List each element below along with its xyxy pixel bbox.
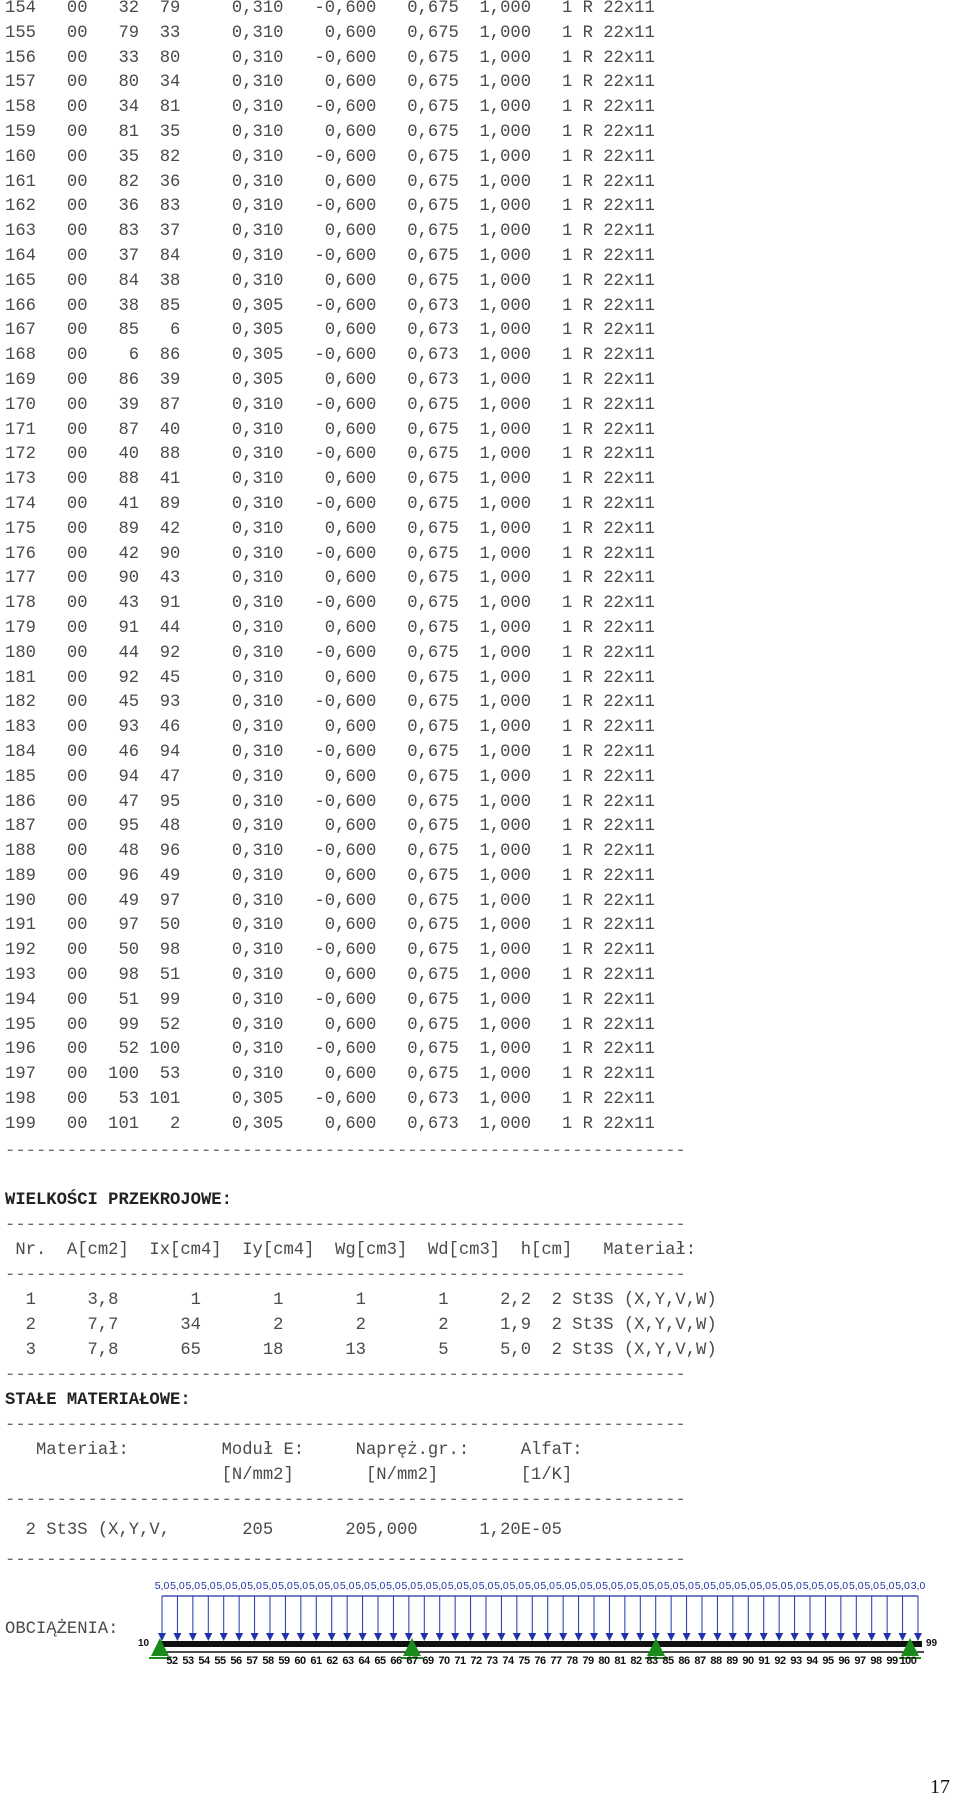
bar-row: 160 00 35 82 0,310 -0,600 0,675 1,000 1 R 22x11 (5, 147, 655, 167)
przekroje-row: 2 7,7 34 2 2 2 1,9 2 St3S (X,Y,V,W) (5, 1316, 717, 1335)
load-value-label: 5,0 (154, 1580, 170, 1592)
load-value-label: 5,0 (478, 1580, 494, 1592)
load-value-label: 5,0 (324, 1580, 340, 1592)
separator-line: ------------------------------------------------------------------ (5, 1491, 686, 1510)
bar-row: 185 00 94 47 0,310 0,600 0,675 1,000 1 R 22x11 (5, 767, 655, 787)
load-arrow-head (544, 1633, 552, 1641)
load-value-label: 5,0 (463, 1580, 478, 1592)
bar-row: 158 00 34 81 0,310 -0,600 0,675 1,000 1 R 22x11 (5, 98, 655, 118)
load-value-label: 5,0 (895, 1580, 910, 1592)
load-arrow-head (420, 1633, 428, 1641)
node-label: 89 (726, 1655, 738, 1667)
load-value-label: 5,0 (740, 1580, 756, 1592)
load-value-label: 3,0 (910, 1580, 926, 1592)
section-title-materialy: STAŁE MATERIAŁOWE: (5, 1391, 191, 1410)
load-value-label: 5,0 (679, 1580, 694, 1592)
bar-row: 161 00 82 36 0,310 0,600 0,675 1,000 1 R 22x11 (5, 172, 655, 192)
bar-row: 187 00 95 48 0,310 0,600 0,675 1,000 1 R 22x11 (5, 817, 655, 837)
load-value-label: 5,0 (185, 1580, 201, 1592)
load-arrow-head (467, 1633, 475, 1641)
load-value-label: 5,0 (663, 1580, 679, 1592)
load-value-label: 5,0 (416, 1580, 432, 1592)
bar-row: 180 00 44 92 0,310 -0,600 0,675 1,000 1 R 22x11 (5, 643, 655, 663)
load-value-label: 5,0 (879, 1580, 895, 1592)
bar-row: 188 00 48 96 0,310 -0,600 0,675 1,000 1 R 22x11 (5, 842, 655, 862)
node-label: 53 (182, 1655, 194, 1667)
bar-row: 165 00 84 38 0,310 0,600 0,675 1,000 1 R 22x11 (5, 271, 655, 291)
node-label: 62 (326, 1655, 338, 1667)
bar-row: 199 00 101 2 0,305 0,600 0,673 1,000 1 R 22x11 (5, 1114, 655, 1134)
bar-row: 154 00 32 79 0,310 -0,600 0,675 1,000 1 R 22x11 (5, 0, 655, 18)
node-label: 99 (886, 1655, 898, 1667)
node-label: 65 (374, 1655, 386, 1667)
load-value-label: 5,0 (401, 1580, 417, 1592)
load-diagram (138, 1572, 960, 1682)
load-arrow-head (389, 1633, 397, 1641)
node-label: 64 (358, 1655, 370, 1667)
load-arrow-head (359, 1633, 367, 1641)
load-value-label: 5,0 (200, 1580, 216, 1592)
bar-row: 178 00 43 91 0,310 -0,600 0,675 1,000 1 R 22x11 (5, 594, 655, 614)
load-value-label: 5,0 (216, 1580, 232, 1592)
node-label: 90 (742, 1655, 754, 1667)
load-value-label: 5,0 (339, 1580, 355, 1592)
node-label: 94 (806, 1655, 818, 1667)
bar-row: 177 00 90 43 0,310 0,600 0,675 1,000 1 R 22x11 (5, 569, 655, 589)
node-label: 59 (278, 1655, 290, 1667)
load-arrow-head (173, 1633, 181, 1641)
load-arrow-head (791, 1633, 799, 1641)
bar-row: 166 00 38 85 0,305 -0,600 0,673 1,000 1 R 22x11 (5, 296, 655, 316)
node-label: 60 (294, 1655, 306, 1667)
przekroje-row: 1 3,8 1 1 1 1 2,2 2 St3S (X,Y,V,W) (5, 1291, 717, 1310)
node-label: 88 (710, 1655, 722, 1667)
node-label: 63 (342, 1655, 354, 1667)
node-label: 55 (214, 1655, 226, 1667)
node-label: 100 (899, 1655, 917, 1667)
section-title-przekroje: WIELKOŚCI PRZEKROJOWE: (5, 1191, 232, 1210)
load-value-label: 5,0 (694, 1580, 710, 1592)
load-arrow-head (621, 1633, 629, 1641)
load-value-label: 5,0 (802, 1580, 818, 1592)
node-label: 96 (838, 1655, 850, 1667)
node-label: 87 (694, 1655, 706, 1667)
bar-row: 183 00 93 46 0,310 0,600 0,675 1,000 1 R 22x11 (5, 718, 655, 738)
left-node-label: 10 (138, 1638, 150, 1649)
load-arrow-head (513, 1633, 521, 1641)
load-arrow-head (667, 1633, 675, 1641)
separator-line: ------------------------------------------------------------------ (5, 1142, 686, 1161)
bar-row: 198 00 53 101 0,305 -0,600 0,673 1,000 1 R 22x11 (5, 1090, 655, 1110)
load-arrow-head (575, 1633, 583, 1641)
load-value-label: 5,0 (602, 1580, 617, 1592)
node-label: 95 (822, 1655, 834, 1667)
load-arrow-head (837, 1633, 845, 1641)
node-label: 80 (598, 1655, 610, 1667)
separator-line: ------------------------------------------------------------------ (5, 1266, 686, 1285)
przekroje-row: 3 7,8 65 18 13 5 5,0 2 St3S (X,Y,V,W) (5, 1341, 717, 1360)
materialy-header-units: [N/mm2] [N/mm2] [1/K] (5, 1466, 573, 1485)
node-label: 73 (486, 1655, 498, 1667)
load-arrow-head (251, 1633, 259, 1641)
bar-data-table (5, 0, 655, 1138)
load-arrow-head (528, 1633, 536, 1641)
load-value-label: 5,0 (447, 1580, 463, 1592)
page-number: 17 (930, 1776, 950, 1798)
node-label: 77 (550, 1655, 562, 1667)
load-arrow-head (266, 1633, 274, 1641)
load-arrow-head (775, 1633, 783, 1641)
load-value-label: 5,0 (509, 1580, 525, 1592)
load-arrow-head (204, 1633, 212, 1641)
load-arrow-head (744, 1633, 752, 1641)
load-value-label: 5,0 (833, 1580, 849, 1592)
load-arrow-head (343, 1633, 351, 1641)
separator-line: ------------------------------------------------------------------ (5, 1216, 686, 1235)
node-label: 97 (854, 1655, 866, 1667)
load-arrow-head (436, 1633, 444, 1641)
load-arrow-head (760, 1633, 768, 1641)
bar-row: 192 00 50 98 0,310 -0,600 0,675 1,000 1 R 22x11 (5, 941, 655, 961)
przekroje-header: Nr. A[cm2] Ix[cm4] Iy[cm4] Wg[cm3] Wd[cm3] h[cm] Materiał: (5, 1241, 697, 1260)
node-label: 98 (870, 1655, 882, 1667)
load-value-label: 5,0 (710, 1580, 725, 1592)
node-label: 86 (678, 1655, 690, 1667)
bar-row: 193 00 98 51 0,310 0,600 0,675 1,000 1 R 22x11 (5, 966, 655, 986)
bar-row: 156 00 33 80 0,310 -0,600 0,675 1,000 1 R 22x11 (5, 48, 655, 68)
bar-row: 155 00 79 33 0,310 0,600 0,675 1,000 1 R 22x11 (5, 23, 655, 43)
node-label: 70 (438, 1655, 450, 1667)
node-label: 83 (646, 1655, 658, 1667)
node-label: 58 (262, 1655, 274, 1667)
load-value-label: 5,0 (617, 1580, 633, 1592)
node-label: 85 (662, 1655, 674, 1667)
bar-row: 184 00 46 94 0,310 -0,600 0,675 1,000 1 R 22x11 (5, 742, 655, 762)
bar-row: 179 00 91 44 0,310 0,600 0,675 1,000 1 R 22x11 (5, 618, 655, 638)
load-value-label: 5,0 (231, 1580, 247, 1592)
load-value-label: 5,0 (494, 1580, 509, 1592)
load-arrow-head (559, 1633, 567, 1641)
bar-row: 173 00 88 41 0,310 0,600 0,675 1,000 1 R 22x11 (5, 470, 655, 490)
load-arrow-head (713, 1633, 721, 1641)
load-value-label: 5,0 (355, 1580, 370, 1592)
load-value-label: 5,0 (524, 1580, 540, 1592)
materialy-row: 2 St3S (X,Y,V, 205 205,000 1,20E-05 (5, 1521, 562, 1540)
bar-row: 191 00 97 50 0,310 0,600 0,675 1,000 1 R 22x11 (5, 916, 655, 936)
load-value-label: 5,0 (247, 1580, 262, 1592)
load-arrow-head (636, 1633, 644, 1641)
load-value-label: 5,0 (648, 1580, 664, 1592)
load-arrow-head (806, 1633, 814, 1641)
bar-row: 196 00 52 100 0,310 -0,600 0,675 1,000 1 R 22x11 (5, 1040, 655, 1060)
node-label: 66 (390, 1655, 402, 1667)
bar-row: 171 00 87 40 0,310 0,600 0,675 1,000 1 R 22x11 (5, 420, 655, 440)
bar-row: 162 00 36 83 0,310 -0,600 0,675 1,000 1 R 22x11 (5, 197, 655, 217)
load-value-label: 5,0 (725, 1580, 741, 1592)
load-arrow-head (497, 1633, 505, 1641)
node-label: 79 (582, 1655, 594, 1667)
bar-row: 172 00 40 88 0,310 -0,600 0,675 1,000 1 R 22x11 (5, 445, 655, 465)
node-label: 81 (614, 1655, 626, 1667)
load-value-label: 5,0 (170, 1580, 185, 1592)
node-label: 91 (758, 1655, 770, 1667)
bar-row: 170 00 39 87 0,310 -0,600 0,675 1,000 1 R 22x11 (5, 395, 655, 415)
load-value-label: 5,0 (632, 1580, 648, 1592)
materialy-header: Materiał: Moduł E: Napręż.gr.: AlfaT: (5, 1441, 583, 1460)
node-label: 72 (470, 1655, 482, 1667)
load-arrow-head (482, 1633, 490, 1641)
load-arrow-head (235, 1633, 243, 1641)
load-arrow-head (852, 1633, 860, 1641)
load-value-label: 5,0 (771, 1580, 787, 1592)
load-value-label: 5,0 (540, 1580, 556, 1592)
load-arrow-head (605, 1633, 613, 1641)
load-arrow-head (899, 1633, 907, 1641)
node-label: 74 (502, 1655, 514, 1667)
bar-row: 182 00 45 93 0,310 -0,600 0,675 1,000 1 R 22x11 (5, 693, 655, 713)
node-label: 52 (166, 1655, 178, 1667)
load-value-label: 5,0 (756, 1580, 772, 1592)
load-arrow-head (883, 1633, 891, 1641)
node-label: 54 (198, 1655, 210, 1667)
bar-row: 159 00 81 35 0,310 0,600 0,675 1,000 1 R 22x11 (5, 122, 655, 142)
node-label: 61 (310, 1655, 322, 1667)
load-value-label: 5,0 (432, 1580, 448, 1592)
bar-row: 190 00 49 97 0,310 -0,600 0,675 1,000 1 R 22x11 (5, 891, 655, 911)
bar-row: 194 00 51 99 0,310 -0,600 0,675 1,000 1 R 22x11 (5, 990, 655, 1010)
node-label: 69 (422, 1655, 434, 1667)
load-arrow-head (868, 1633, 876, 1641)
obciazenia-label: OBCIĄŻENIA: (5, 1620, 119, 1639)
load-arrow-head (729, 1633, 737, 1641)
bar-row: 176 00 42 90 0,310 -0,600 0,675 1,000 1 R 22x11 (5, 544, 655, 564)
bar-row: 164 00 37 84 0,310 -0,600 0,675 1,000 1 R 22x11 (5, 246, 655, 266)
load-arrow-head (683, 1633, 691, 1641)
load-arrow-head (281, 1633, 289, 1641)
bar-row: 197 00 100 53 0,310 0,600 0,675 1,000 1 R 22x11 (5, 1065, 655, 1085)
node-label: 78 (566, 1655, 578, 1667)
load-arrow-head (374, 1633, 382, 1641)
load-arrow-head (328, 1633, 336, 1641)
load-arrow-head (312, 1633, 320, 1641)
load-value-label: 5,0 (848, 1580, 864, 1592)
load-value-label: 5,0 (787, 1580, 802, 1592)
node-label: 57 (246, 1655, 258, 1667)
separator-line: ------------------------------------------------------------------ (5, 1416, 686, 1435)
bar-row: 186 00 47 95 0,310 -0,600 0,675 1,000 1 R 22x11 (5, 792, 655, 812)
bar-row: 169 00 86 39 0,305 0,600 0,673 1,000 1 R 22x11 (5, 370, 655, 390)
beam (158, 1641, 922, 1647)
load-value-label: 5,0 (586, 1580, 602, 1592)
load-arrow-head (220, 1633, 228, 1641)
load-arrow-head (590, 1633, 598, 1641)
load-value-label: 5,0 (370, 1580, 386, 1592)
load-value-label: 5,0 (278, 1580, 293, 1592)
node-label: 82 (630, 1655, 642, 1667)
bar-row: 175 00 89 42 0,310 0,600 0,675 1,000 1 R 22x11 (5, 519, 655, 539)
load-value-label: 5,0 (386, 1580, 401, 1592)
load-value-label: 5,0 (555, 1580, 571, 1592)
bar-row: 195 00 99 52 0,310 0,600 0,675 1,000 1 R 22x11 (5, 1015, 655, 1035)
node-label: 56 (230, 1655, 242, 1667)
bar-row: 181 00 92 45 0,310 0,600 0,675 1,000 1 R 22x11 (5, 668, 655, 688)
bar-row: 174 00 41 89 0,310 -0,600 0,675 1,000 1 R 22x11 (5, 494, 655, 514)
load-value-label: 5,0 (293, 1580, 309, 1592)
load-arrow-head (297, 1633, 305, 1641)
node-label: 71 (454, 1655, 466, 1667)
node-label: 93 (790, 1655, 802, 1667)
bar-row: 167 00 85 6 0,305 0,600 0,673 1,000 1 R 22x11 (5, 321, 655, 341)
load-value-label: 5,0 (308, 1580, 324, 1592)
node-label: 67 (406, 1655, 418, 1667)
bar-row: 168 00 6 86 0,305 -0,600 0,673 1,000 1 R 22x11 (5, 346, 655, 366)
bar-row: 189 00 96 49 0,310 0,600 0,675 1,000 1 R 22x11 (5, 866, 655, 886)
right-node-label: 99 (926, 1638, 938, 1649)
bar-row: 163 00 83 37 0,310 0,600 0,675 1,000 1 R 22x11 (5, 222, 655, 242)
load-value-label: 5,0 (571, 1580, 586, 1592)
load-value-label: 5,0 (864, 1580, 880, 1592)
node-label: 92 (774, 1655, 786, 1667)
load-arrow-head (451, 1633, 459, 1641)
load-arrow-head (821, 1633, 829, 1641)
bar-row: 157 00 80 34 0,310 0,600 0,675 1,000 1 R 22x11 (5, 73, 655, 93)
node-label: 75 (518, 1655, 530, 1667)
separator-line: ------------------------------------------------------------------ (5, 1551, 686, 1570)
load-arrow-head (914, 1633, 922, 1641)
load-value-label: 5,0 (818, 1580, 833, 1592)
load-arrow-head (189, 1633, 197, 1641)
load-arrow-head (698, 1633, 706, 1641)
separator-line: ------------------------------------------------------------------ (5, 1366, 686, 1385)
load-value-label: 5,0 (262, 1580, 278, 1592)
node-label: 76 (534, 1655, 546, 1667)
